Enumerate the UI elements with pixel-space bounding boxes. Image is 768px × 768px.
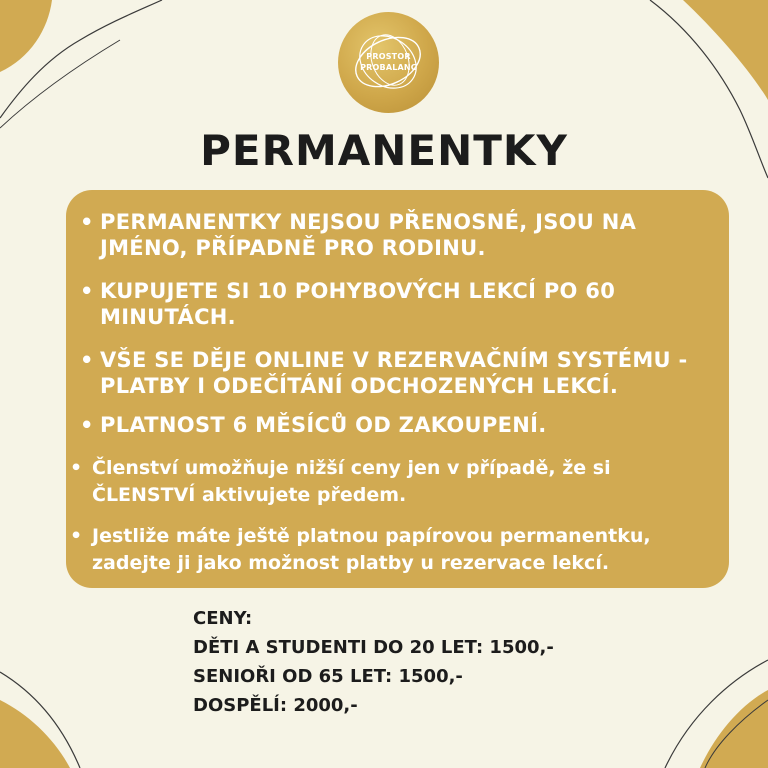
price-list [193, 604, 554, 720]
list-item [80, 347, 710, 399]
list-item-text: Členství umožňuje nižší ceny jen v případě, že si ČLENSTVÍ aktivujete předem. [92, 457, 611, 506]
bullet-icon: • [70, 457, 83, 479]
list-item [80, 412, 710, 438]
logo-text-line2: PROBALANC [360, 63, 417, 72]
top-right-gold-shape [683, 0, 768, 100]
list-item [70, 455, 720, 509]
bottom-left-gold-shape [0, 700, 70, 768]
price-line-seniors: SENIOŘI OD 65 LET: 1500,- [193, 666, 463, 687]
list-item-text: Jestliže máte ještě platnou papírovou permanentku, zadejte ji jako možnost platby u rezervace lekcí. [92, 525, 651, 574]
price-line-children: DĚTI A STUDENTI DO 20 LET: 1500,- [193, 637, 554, 658]
price-line-adults: DOSPĚLÍ: 2000,- [193, 695, 358, 716]
price-heading: CENY: [193, 608, 253, 629]
info-card [66, 190, 729, 588]
bullet-icon: • [80, 348, 94, 372]
bullet-icon: • [80, 279, 94, 303]
list-item-text: PLATNOST 6 MĚSÍCŮ OD ZAKOUPENÍ. [100, 413, 547, 437]
bullet-icon: • [80, 210, 94, 234]
list-item-text: VŠE SE DĚJE ONLINE V REZERVAČNÍM SYSTÉMU - PLATBY I ODEČÍTÁNÍ ODCHOZENÝCH LEKCÍ. [100, 348, 688, 398]
top-left-gold-shape [0, 0, 52, 72]
bullet-icon: • [80, 413, 94, 437]
list-item [80, 209, 710, 261]
logo-text-line1: PROSTOR [366, 52, 411, 61]
list-item [70, 523, 720, 577]
list-item-text: KUPUJETE SI 10 POHYBOVÝCH LEKCÍ PO 60 MINUTÁCH. [100, 279, 616, 329]
brand-logo [338, 12, 439, 113]
bullet-icon: • [70, 525, 83, 547]
list-item [80, 278, 710, 330]
page-title: PERMANENTKY [200, 126, 568, 175]
list-item-text: PERMANENTKY NEJSOU PŘENOSNÉ, JSOU NA JMÉNO, PŘÍPADNĚ PRO RODINU. [100, 210, 637, 260]
